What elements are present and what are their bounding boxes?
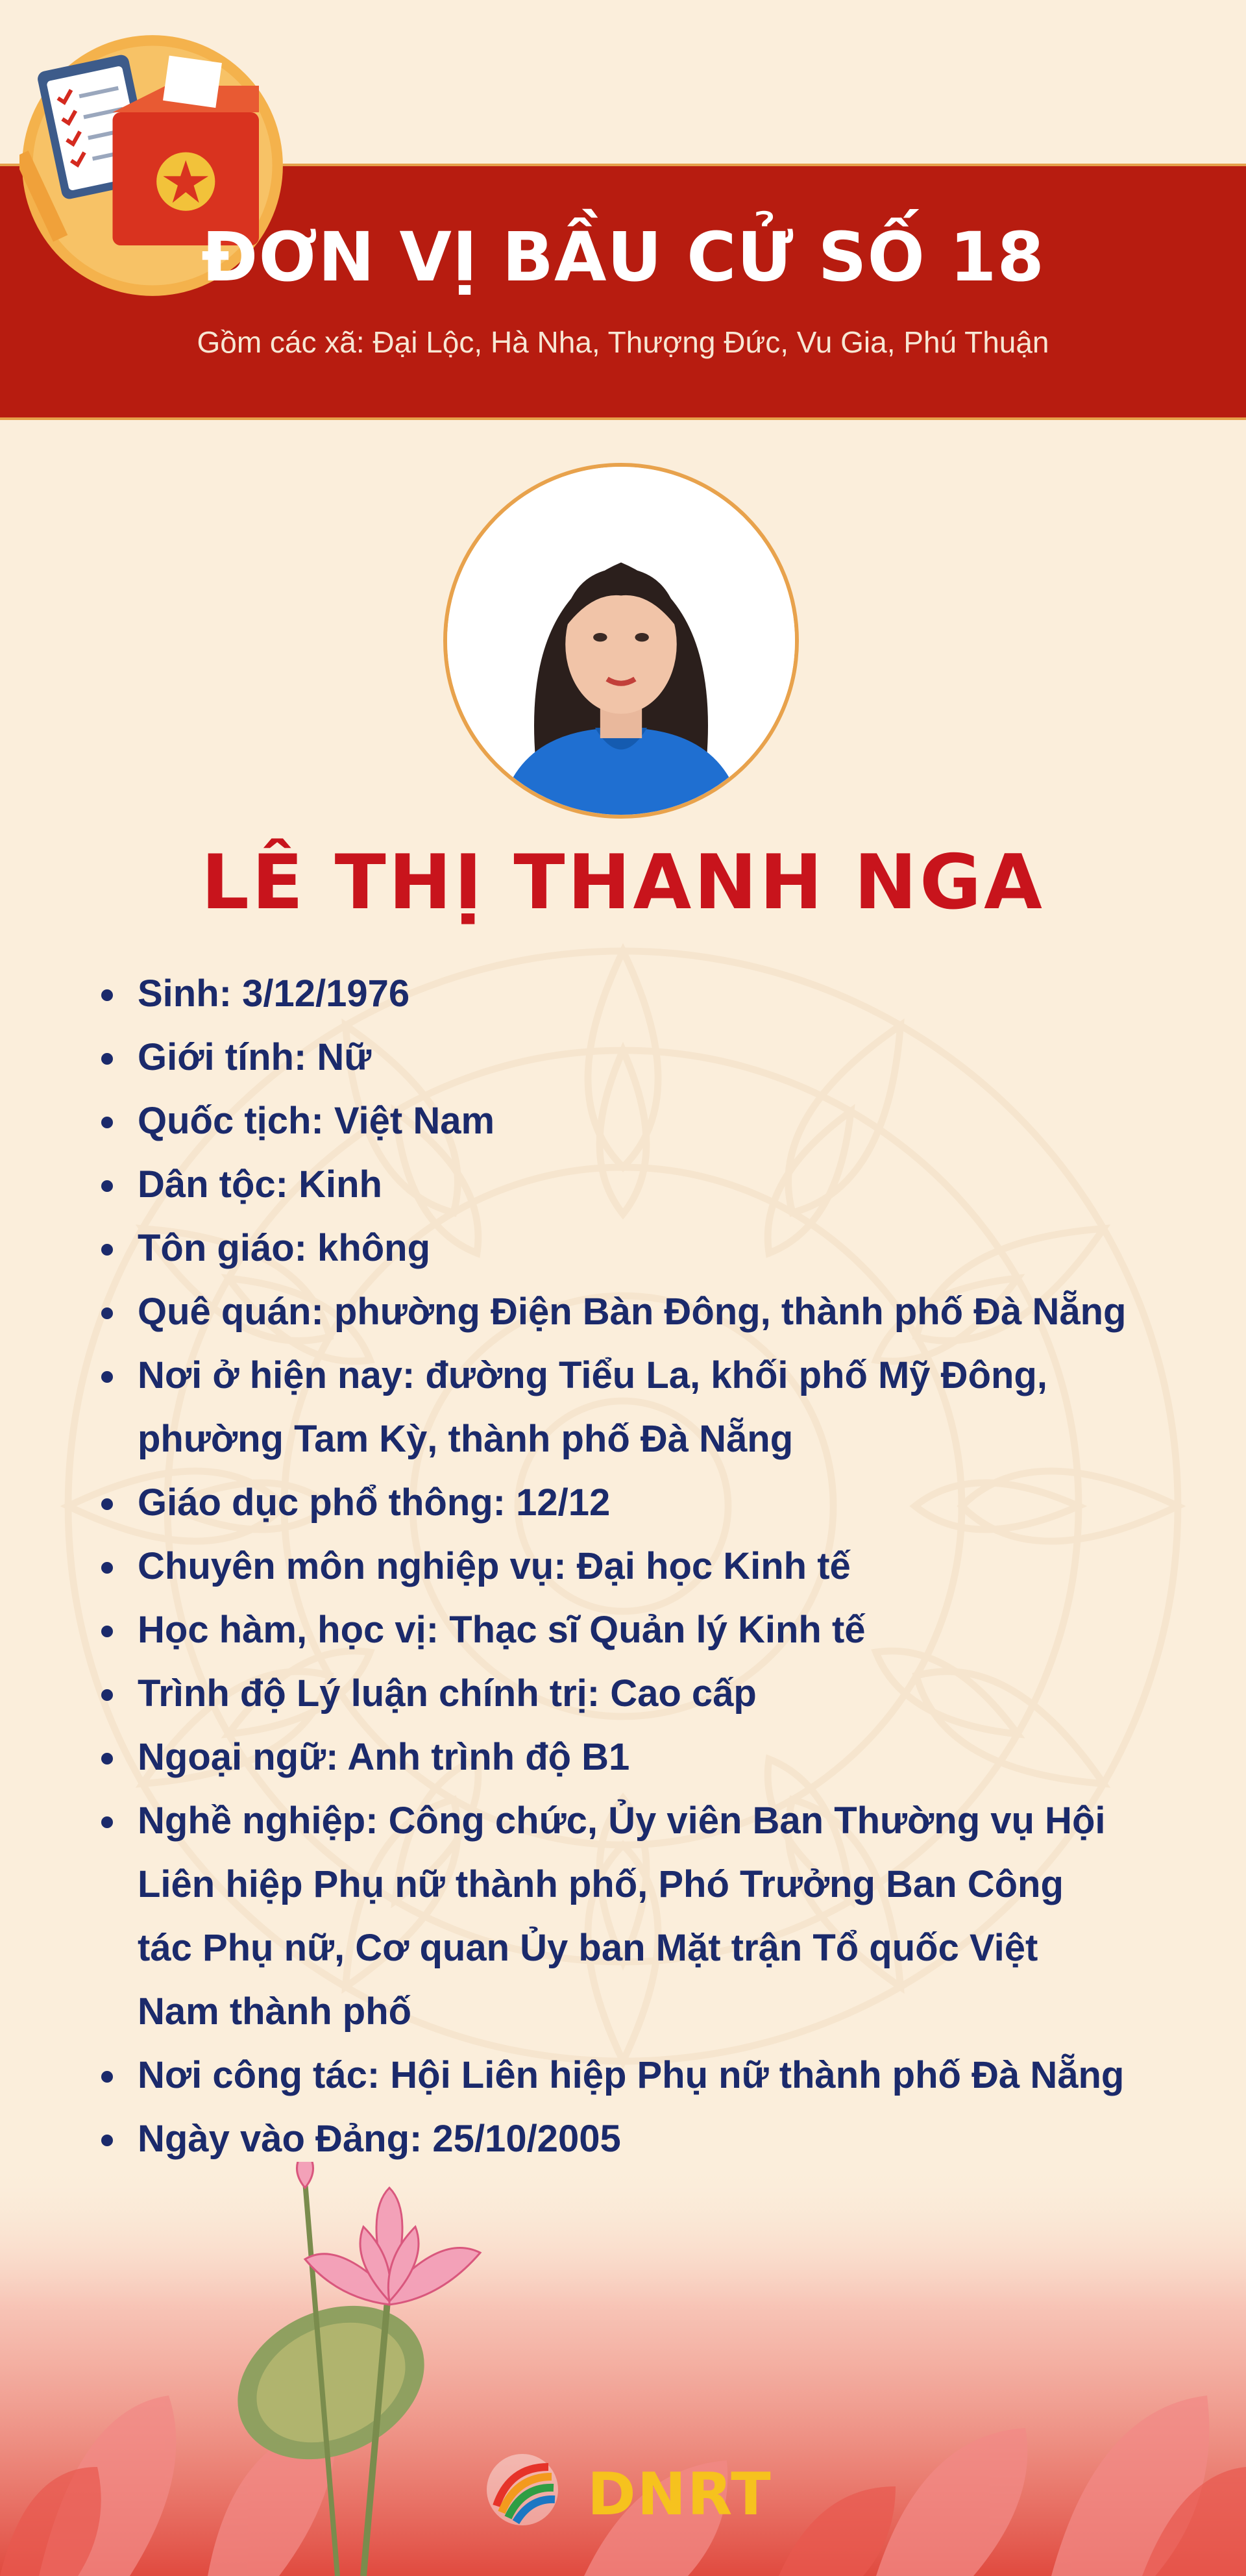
bullet-icon <box>101 1244 113 1256</box>
info-text: Học hàm, học vị: Thạc sĩ Quản lý Kinh tế <box>138 1609 866 1651</box>
info-workplace <box>97 2044 1194 2107</box>
bullet-icon <box>101 1816 113 1828</box>
info-text: Nơi ở hiện nay: đường Tiểu La, khối phố Mỹ Đông, <box>138 1354 1047 1396</box>
bullet-icon <box>101 2071 113 2083</box>
portrait-image <box>447 467 795 815</box>
info-text: Chuyên môn nghiệp vụ: Đại học Kinh tế <box>138 1545 851 1587</box>
info-text: Ngày vào Đảng: 25/10/2005 <box>138 2118 621 2160</box>
info-education <box>97 1471 1194 1535</box>
info-text: Trình độ Lý luận chính trị: Cao cấp <box>138 1672 757 1715</box>
dnrt-logo-text: DNRT <box>587 2460 772 2529</box>
info-text: phường Tam Kỳ, thành phố Đà Nẵng <box>138 1418 794 1460</box>
info-specialty <box>97 1535 1194 1598</box>
bullet-icon <box>101 1053 113 1065</box>
info-birth <box>97 962 1194 1026</box>
info-text: Sinh: 3/12/1976 <box>138 972 410 1015</box>
info-degree <box>97 1598 1194 1662</box>
candidate-name: LÊ THỊ THANH NGA <box>201 839 1045 926</box>
info-text: Dân tộc: Kinh <box>138 1163 382 1206</box>
info-text: Tôn giáo: không <box>138 1227 431 1269</box>
info-text: Quốc tịch: Việt Nam <box>138 1100 495 1142</box>
candidate-info-list <box>97 962 1194 2171</box>
bullet-icon <box>101 1371 113 1383</box>
info-text: Liên hiệp Phụ nữ thành phố, Phó Trưởng Ban Công <box>138 1863 1064 1905</box>
info-text: Quê quán: phường Điện Bàn Đông, thành phố Đà Nẵng <box>138 1291 1127 1333</box>
info-text: Giáo dục phổ thông: 12/12 <box>138 1481 611 1524</box>
bullet-icon <box>101 1117 113 1128</box>
info-hometown <box>97 1280 1194 1344</box>
bullet-icon <box>101 989 113 1001</box>
info-occupation <box>97 1789 1194 2044</box>
info-foreign-language <box>97 1726 1194 1789</box>
bullet-icon <box>101 1626 113 1637</box>
info-gender <box>97 1026 1194 1089</box>
bullet-icon <box>101 2135 113 2146</box>
info-political-theory <box>97 1662 1194 1726</box>
info-text: Ngoại ngữ: Anh trình độ B1 <box>138 1736 630 1778</box>
bullet-icon <box>101 1307 113 1319</box>
info-ethnicity <box>97 1153 1194 1217</box>
info-residence <box>97 1344 1194 1471</box>
header-title: ĐƠN VỊ BẦU CỬ SỐ 18 <box>201 217 1045 297</box>
bullet-icon <box>101 1562 113 1574</box>
header-subtitle: Gồm các xã: Đại Lộc, Hà Nha, Thượng Đức, Vu Gia, Phú Thuận <box>197 325 1049 359</box>
bullet-icon <box>101 1180 113 1192</box>
info-text: tác Phụ nữ, Cơ quan Ủy ban Mặt trận Tổ quốc Việt <box>138 1927 1038 1969</box>
candidate-portrait <box>443 463 799 819</box>
info-text: Giới tính: Nữ <box>138 1036 372 1078</box>
bullet-icon <box>101 1498 113 1510</box>
info-text: Nơi công tác: Hội Liên hiệp Phụ nữ thành phố Đà Nẵng <box>138 2054 1125 2096</box>
info-nationality <box>97 1089 1194 1153</box>
info-text: Nam thành phố <box>138 1990 412 2033</box>
info-religion <box>97 1217 1194 1280</box>
bullet-icon <box>101 1689 113 1701</box>
bullet-icon <box>101 1753 113 1765</box>
info-text: Nghề nghiệp: Công chức, Ủy viên Ban Thường vụ Hội <box>138 1800 1106 1842</box>
